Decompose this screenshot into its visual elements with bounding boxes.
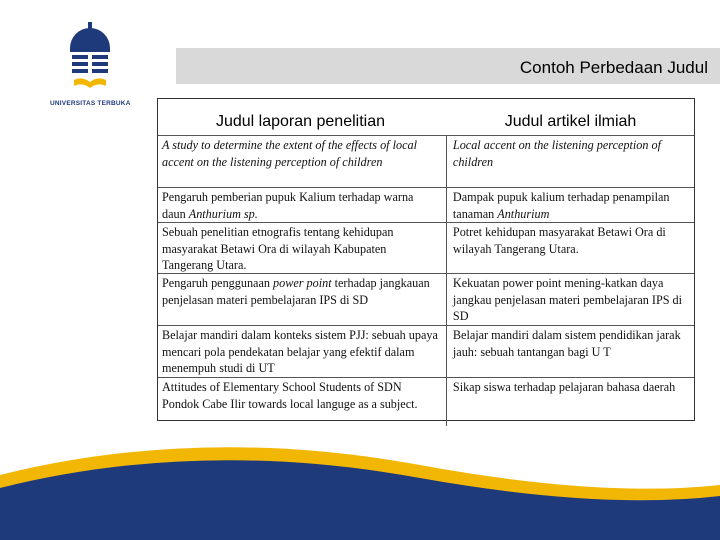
- university-logo: [50, 22, 131, 107]
- report-title-cell: Sebuah penelitian etnografis tentang kehidupan masyarakat Betawi Ora di wilayah Kabupaten Tangerang Utara.: [162, 225, 394, 273]
- table-row: [158, 326, 694, 378]
- title-bar: [176, 48, 720, 84]
- column-header-journal-article: Judul artikel ilmiah: [504, 113, 637, 130]
- page-title: Contoh Perbedaan Judul: [519, 58, 708, 77]
- report-title-cell: A study to determine the extent of the effects of local accent on the listening perception of children: [162, 138, 417, 169]
- report-title-italic: power point: [273, 276, 332, 290]
- article-title-italic: Anthurium: [497, 206, 550, 221]
- table-row: [158, 136, 694, 188]
- table-row: [158, 223, 694, 274]
- report-title-cell: [158, 274, 442, 325]
- article-title-cell: Kekuatan power point mening-katkan daya jangkau penjelasan materi pembelajaran IPS di SD: [446, 274, 694, 325]
- article-title-text: Dampak pupuk kalium terhadap penampilan tanaman: [452, 190, 670, 221]
- table-row: [158, 378, 694, 426]
- university-emblem-icon: [68, 22, 112, 94]
- article-title-cell: Local accent on the listening perception of children: [446, 136, 694, 187]
- report-title-text-end: terhadap jangkauan penjelasan materi pembelajaran IPS di SD: [162, 276, 430, 307]
- university-name: UNIVERSITAS TERBUKA: [50, 100, 131, 107]
- article-title-cell: Belajar mandiri dalam sistem pendidikan jarak jauh: sebuah tantangan bagi U T: [446, 326, 694, 377]
- article-title-cell: Potret kehidupan masyarakat Betawi Ora di wilayah Tangerang Utara.: [446, 223, 694, 273]
- report-title-cell: Attitudes of Elementary School Students of SDN Pondok Cabe Ilir towards local languge as a subject.: [162, 380, 418, 411]
- table-row: [158, 188, 694, 223]
- report-title-cell: Belajar mandiri dalam konteks sistem PJJ: sebuah upaya mencari pola pendekatan belajar yang efektif dalam menempuh studi di UT: [162, 328, 438, 376]
- comparison-table: [157, 98, 695, 421]
- article-title-cell: Sikap siswa terhadap pelajaran bahasa daerah: [446, 378, 694, 426]
- report-title-text: Pengaruh penggunaan: [162, 276, 274, 290]
- report-title-text: Pengaruh pemberian pupuk Kalium terhadap warna daun: [162, 190, 414, 221]
- table-header-row: [158, 99, 694, 136]
- column-header-research-report: Judul laporan penelitian: [215, 113, 385, 130]
- decorative-wave: [0, 430, 720, 540]
- article-title-cell: [446, 188, 694, 222]
- report-title-italic: Anthurium sp.: [188, 206, 258, 221]
- table-row: [158, 274, 694, 326]
- report-title-cell: [158, 188, 442, 222]
